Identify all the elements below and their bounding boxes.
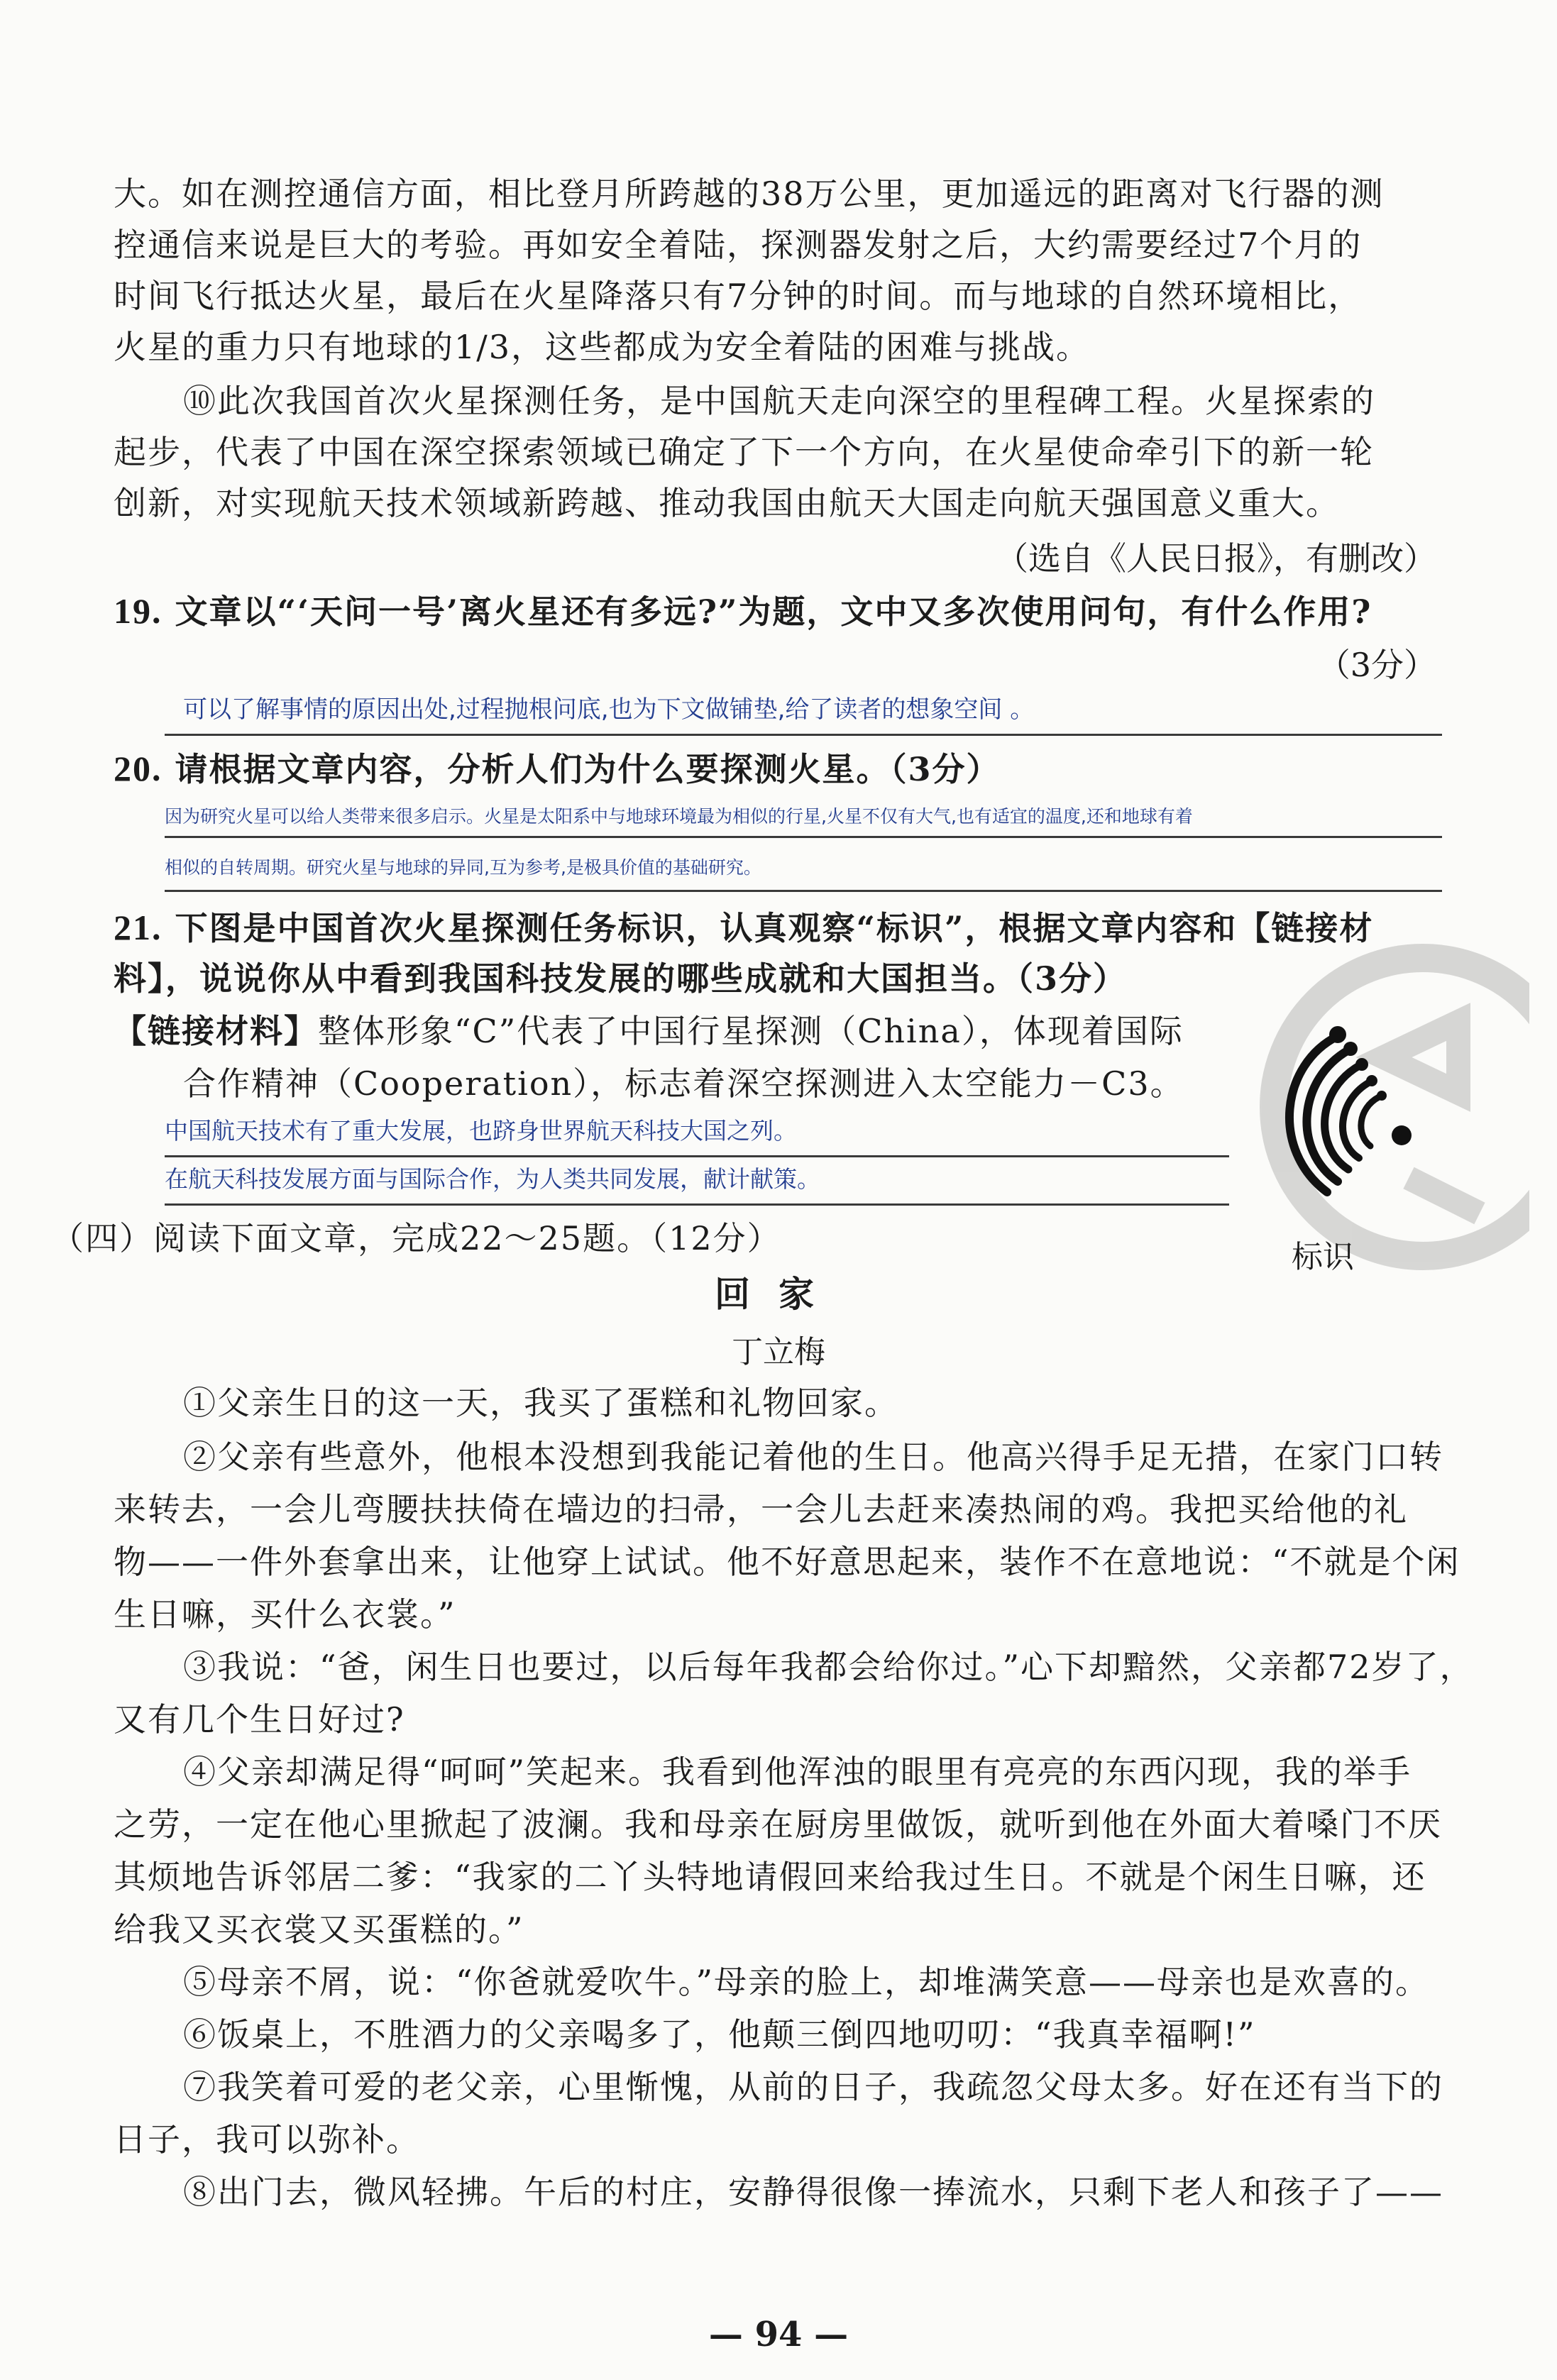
answer-line (165, 1155, 1229, 1157)
question-21-text-1: 下图是中国首次火星探测任务标识，认真观察“标识”，根据文章内容和【链接材 (175, 909, 1374, 947)
question-19-score: （3分） (1317, 646, 1436, 684)
link-material-line-2: 合作精神（Cooperation），标志着深空探测进入太空能力－C3。 (183, 1064, 1184, 1103)
article-line-10: 其烦地告诉邻居二爹：“我家的二丫头特地请假回来给我过生日。不就是个闲生日嘛，还 (114, 1858, 1426, 1896)
question-21-answer-line-1[interactable]: 中国航天技术有了重大发展，也跻身世界航天科技大国之列。 (165, 1117, 797, 1145)
article-line-13: ⑥饭桌上，不胜酒力的父亲喝多了，他颠三倒四地叨叨：“我真幸福啊!” (183, 2015, 1256, 2054)
article-line-5: 生日嘛，买什么衣裳。” (114, 1595, 456, 1634)
answer-line (165, 1203, 1229, 1206)
article-line-7: 又有几个生日好过? (114, 1700, 405, 1739)
question-19-text: 文章以“‘天问一号’离火星还有多远?”为题，文中又多次使用问句，有什么作用? (175, 593, 1372, 631)
article-author: 丁立梅 (732, 1334, 825, 1370)
article-line-6: ③我说：“爸，闲生日也要过，以后每年我都会给你过。”心下却黯然，父亲都72岁了， (183, 1648, 1474, 1686)
passage-source: （选自《人民日报》，有删改） (996, 539, 1436, 578)
article-line-2: ②父亲有些意外，他根本没想到我能记着他的生日。他高兴得手足无措，在家门口转 (183, 1438, 1443, 1476)
article-line-9: 之劳，一定在他心里掀起了波澜。我和母亲在厨房里做饭，就听到他在外面大着嗓门不厌 (114, 1805, 1442, 1844)
article-line-3: 来转去，一会儿弯腰扶扶倚在墙边的扫帚，一会儿去赶来凑热闹的鸡。我把买给他的礼 (114, 1490, 1408, 1528)
article-line-12: ⑤母亲不屑，说：“你爸就爱吹牛。”母亲的脸上，却堆满笑意——母亲也是欢喜的。 (183, 1963, 1430, 2001)
passage-p9-line-4: 火星的重力只有地球的1/3，这些都成为安全着陆的困难与挑战。 (114, 328, 1091, 366)
question-20-answer-line-1[interactable]: 因为研究火星可以给人类带来很多启示。火星是太阳系中与地球环境最为相似的行星,火星不仅有大气,也有适宜的温度,还和地球有着 (165, 806, 1193, 827)
passage-p10-line-2: 起步，代表了中国在深空探索领域已确定了下一个方向，在火星使命牵引下的新一轮 (114, 433, 1374, 471)
question-21-line-2: 料】，说说你从中看到我国科技发展的哪些成就和大国担当。（3分） (114, 959, 1128, 998)
article-line-15: 日子，我可以弥补。 (114, 2120, 420, 2159)
link-material-text-1: 整体形象“C”代表了中国行星探测（China），体现着国际 (318, 1012, 1184, 1050)
section-4-heading: （四）阅读下面文章，完成22～25题。（12分） (51, 1219, 781, 1257)
page-number: — 94 — (708, 2315, 849, 2354)
question-19-number: 19. (114, 591, 163, 631)
question-21-line-1 (114, 905, 1373, 950)
answer-line (165, 836, 1442, 838)
article-line-8: ④父亲却满足得“呵呵”笑起来。我看到他浑浊的眼里有亮亮的东西闪现，我的举手 (183, 1753, 1412, 1791)
question-20 (114, 746, 1001, 791)
passage-p9-line-1: 大。如在测控通信方面，相比登月所跨越的38万公里，更加遥远的距离对飞行器的测 (114, 175, 1385, 213)
question-20-answer-line-2[interactable]: 相似的自转周期。研究火星与地球的异同,互为参考,是极具价值的基础研究。 (165, 857, 761, 878)
article-line-1: ①父亲生日的这一天，我买了蛋糕和礼物回家。 (183, 1384, 898, 1422)
passage-p10-line-1: ⑩此次我国首次火星探测任务，是中国航天走向深空的里程碑工程。火星探索的 (183, 382, 1375, 420)
article-line-14: ⑦我笑着可爱的老父亲，心里惭愧，从前的日子，我疏忽父母太多。好在还有当下的 (183, 2068, 1443, 2106)
question-19-answer[interactable]: 可以了解事情的原因出处,过程抛根问底,也为下文做铺垫,给了读者的想象空间 。 (183, 695, 1035, 724)
passage-p9-line-3: 时间飞行抵达火星，最后在火星降落只有7分钟的时间。而与地球的自然环境相比， (114, 277, 1363, 315)
passage-p10-line-3: 创新，对实现航天技术领域新跨越、推动我国由航天大国走向航天强国意义重大。 (114, 484, 1340, 522)
article-line-16: ⑧出门去，微风轻拂。午后的村庄，安静得很像一捧流水，只剩下老人和孩子了—— (183, 2173, 1443, 2211)
article-title: 回家 (715, 1273, 842, 1315)
link-material-label: 【链接材料】 (114, 1012, 318, 1050)
link-material-line-1 (114, 1009, 1184, 1053)
logo-caption: 标识 (1292, 1239, 1354, 1275)
question-21-answer-line-2[interactable]: 在航天科技发展方面与国际合作，为人类共同发展，献计献策。 (165, 1165, 820, 1193)
question-21-number: 21. (114, 908, 163, 947)
article-line-11: 给我又买衣裳又买蛋糕的。” (114, 1910, 524, 1949)
passage-p9-line-2: 控通信来说是巨大的考验。再如安全着陆，探测器发射之后，大约需要经过7个月的 (114, 226, 1363, 264)
question-19 (114, 589, 1372, 634)
answer-line (165, 890, 1442, 892)
answer-line (165, 734, 1442, 736)
article-line-4: 物——一件外套拿出来，让他穿上试试。他不好意思起来，装作不在意地说：“不就是个闲 (114, 1543, 1460, 1581)
question-20-text: 请根据文章内容，分析人们为什么要探测火星。（3分） (175, 750, 1001, 788)
question-20-number: 20. (114, 749, 163, 788)
